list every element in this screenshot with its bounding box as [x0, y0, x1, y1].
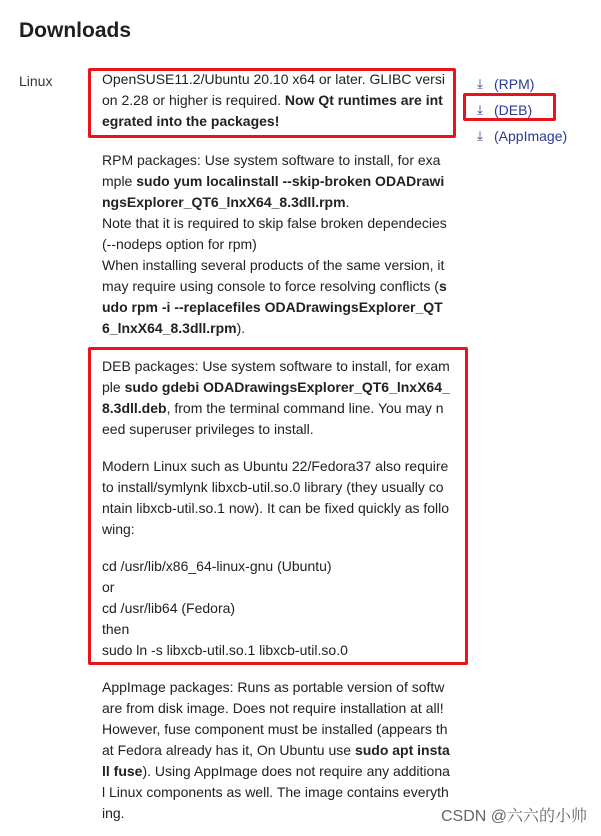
deb-cmd-5: sudo ln -s libxcb-util.so.1 libxcb-util.so.0	[102, 642, 348, 658]
appimage-download-link[interactable]	[472, 123, 567, 149]
intro-plain: OpenSUSE11.2/Ubuntu 20.10 x64 or later. GLIBC version 2.28 or higher is required.	[102, 71, 445, 108]
download-arrow-icon: ⤓	[477, 102, 483, 117]
rpm-instructions	[102, 150, 450, 339]
appimage-instructions	[102, 677, 450, 824]
deb-command: sudo gdebi ODADrawingsExplorer_QT6_lnxX64_8.3dll.deb	[102, 379, 450, 416]
rpm-text-4: When installing several products of the same version, it may require using console to force resolving conflicts (	[102, 257, 445, 294]
deb-cmd-3: cd /usr/lib64 (Fedora)	[102, 600, 236, 616]
deb-text-1: DEB packages: Use system software to install, for example	[102, 358, 450, 395]
download-arrow-icon: ⤓	[477, 128, 483, 143]
rpm-command-1: sudo yum localinstall --skip-broken ODADrawingsExplorer_QT6_lnxX64_8.3dll.rpm	[102, 173, 445, 210]
appimage-text-2: ). Using AppImage does not require any additional Linux components as well. The image contains everything.	[102, 763, 450, 821]
highlight-box-intro	[88, 68, 456, 138]
appimage-command: sudo apt install fuse	[102, 742, 450, 779]
watermark: CSDN @六六的小帅	[440, 808, 587, 825]
rpm-command-2: sudo rpm -i --replacefiles ODADrawingsExplorer_QT6_lnxX64_8.3dll.rpm	[102, 278, 447, 336]
download-arrow-icon: ⤓	[477, 76, 483, 91]
intro-bold: Now Qt runtimes are integrated into the packages!	[102, 92, 443, 129]
highlight-box-deb-link	[463, 93, 556, 121]
rpm-link-label[interactable]: (RPM)	[494, 76, 535, 92]
deb-text-2: , from the terminal command line. You may need superuser privileges to install.	[102, 400, 444, 437]
rpm-text-1: RPM packages: Use system software to install, for example	[102, 152, 441, 189]
rpm-text-2: .	[345, 194, 350, 210]
deb-libxcb-note: Modern Linux such as Ubuntu 22/Fedora37 also require to install/symlynk libxcb-util.so.0 library (they usually contain libxcb-util.so.1 now). It can be fixed quickly as following:	[102, 458, 450, 537]
highlight-box-deb-instructions	[88, 347, 468, 665]
rpm-text-5: ).	[236, 320, 246, 336]
platform-label: Linux	[19, 73, 53, 89]
rpm-note: Note that it is required to skip false broken dependecies (--nodeps option for rpm)	[102, 215, 447, 252]
page-title: Downloads	[19, 19, 132, 42]
deb-cmd-2: or	[102, 579, 115, 595]
appimage-link-label[interactable]: (AppImage)	[494, 128, 568, 144]
deb-cmd-4: then	[102, 621, 130, 637]
deb-link-label[interactable]: (DEB)	[494, 102, 533, 118]
appimage-text-1: AppImage packages: Runs as portable version of software from disk image. Does not require installation at all! However, fuse component must be installed (appears that Fedora already has it, On Ubuntu use	[102, 679, 448, 758]
deb-cmd-1: cd /usr/lib/x86_64-linux-gnu (Ubuntu)	[102, 558, 332, 574]
